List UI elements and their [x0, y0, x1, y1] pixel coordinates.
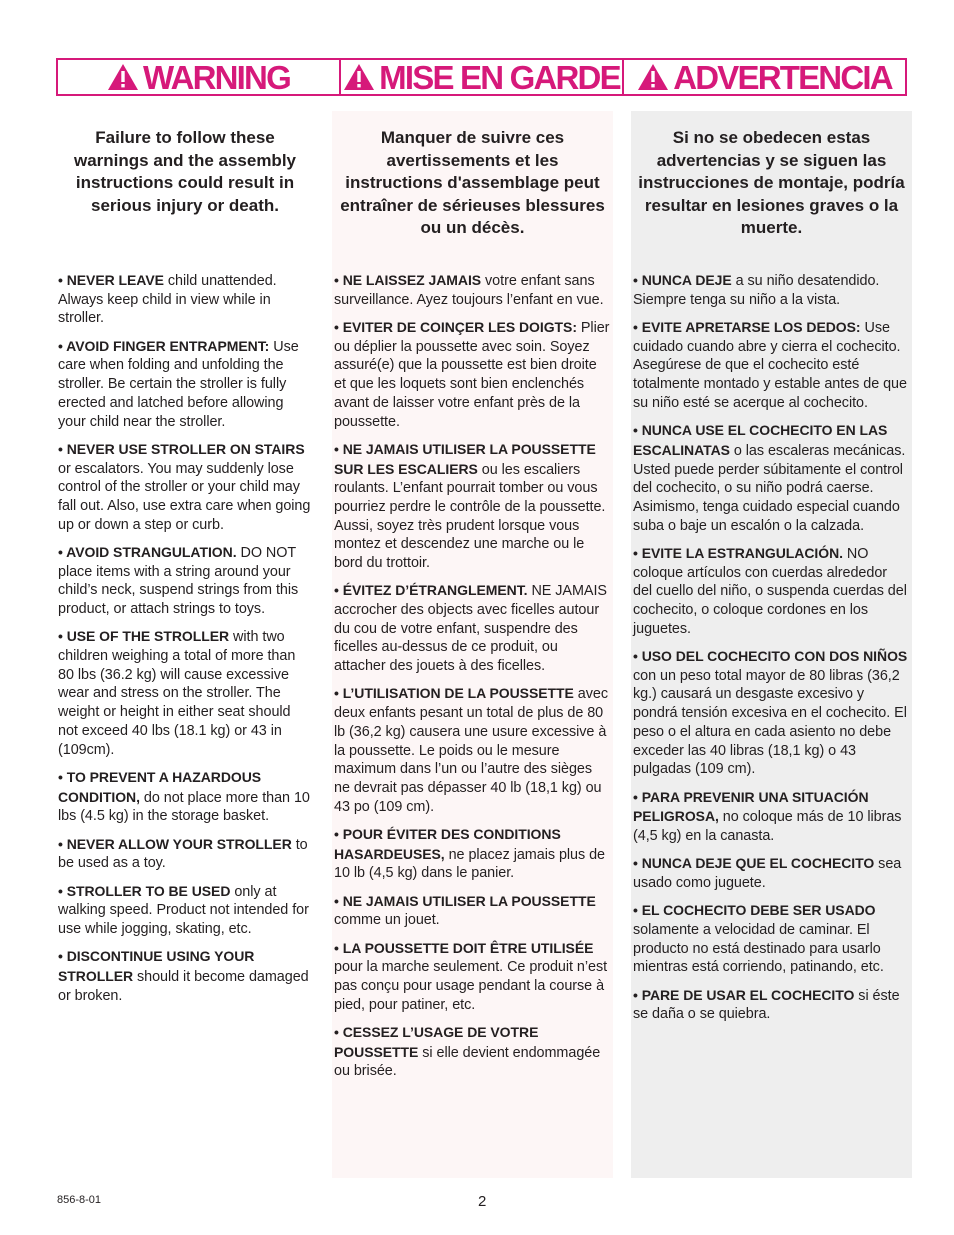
warning-item-text: ou les escaliers roulants. L’enfant pourrait tomber ou vous pourriez perdre le contrôle de la poussette. Aussi, soyez très prudent lorsque vous montez et descendez une marche ou le bord du trottoir. — [334, 461, 606, 572]
warning-item — [334, 581, 610, 676]
warning-item-lead: • PARA PREVENIR UNA SITUACIÓN PELIGROSA, — [633, 788, 869, 825]
warning-item-lead: • ÉVITEZ D’ÉTRANGLEMENT. — [334, 582, 528, 599]
banner-warning — [58, 60, 339, 94]
warning-item-lead: • L’UTILISATION DE LA POUSSETTE — [334, 685, 574, 702]
warning-item — [334, 1023, 610, 1081]
warning-item — [633, 421, 909, 535]
warning-item-text: sea usado como juguete. — [633, 856, 902, 891]
english-column — [56, 111, 314, 1014]
english-intro: Failure to follow these warnings and the assembly instructions could result in serious injury or death. — [73, 128, 296, 215]
warning-item-lead: • LA POUSSETTE DOIT ÊTRE UTILISÉE — [334, 939, 594, 956]
warning-item — [334, 939, 610, 1015]
warning-item-lead: • TO PREVENT A HAZARDOUS CONDITION, — [58, 768, 262, 805]
warning-item — [58, 543, 312, 619]
warning-item-lead: • NE JAMAIS UTILISER LA POUSSETTE SUR LES ESCALIERS — [334, 440, 596, 477]
warning-item-text: with two children weighing a total of more than 80 lbs (36.2 kg) will cause excessive wear and stress on the stroller. The weight or height in either seat should not exceed 40 lbs (18.1 kg) or 43 in (109cm). — [58, 629, 296, 758]
warning-item — [633, 318, 909, 413]
warning-item-text: or escalators. You may suddenly lose control of the stroller or your child may fall out. Also, use extra care when going up or down a step or curb. — [58, 460, 311, 533]
warning-item-lead: • AVOID FINGER ENTRAPMENT: — [58, 337, 270, 354]
warning-item — [58, 627, 312, 759]
warning-item-lead: • NEVER USE STROLLER ON STAIRS — [58, 440, 305, 457]
warning-item-text: DO NOT place items with a string around your child’s neck, suspend strings from this product, or attach strings to toys. — [58, 544, 299, 618]
warning-item-lead: • NE LAISSEZ JAMAIS — [334, 272, 482, 288]
warning-item-lead: • EVITE APRETARSE LOS DEDOS: — [633, 319, 861, 335]
warning-item-lead: • PARE DE USAR EL COCHECITO — [633, 986, 855, 1003]
english-warning-list — [56, 271, 314, 1005]
page-number: 2 — [478, 1193, 487, 1210]
warning-item-text: only at walking speed. Product not intended for use while jogging, skating, etc. — [58, 883, 309, 937]
warning-item — [633, 901, 909, 977]
warning-triangle-icon — [637, 63, 669, 91]
banner-title-es: ADVERTENCIA — [673, 58, 892, 96]
warning-item — [633, 986, 909, 1024]
warning-item — [334, 440, 610, 573]
warning-item-lead: • NEVER LEAVE — [58, 272, 164, 288]
banner-advertencia — [622, 60, 905, 94]
warning-item-lead: • NUNCA DEJE — [633, 272, 732, 288]
warning-item-lead: • NE JAMAIS UTILISER LA POUSSETTE — [334, 892, 596, 909]
warning-item-text: Use cuidado cuando abre y cierra el cochecito. Asegúrese de que el cochecito esté totalmente montado y estable antes de que su niño esté se acerque al cochecito. — [633, 320, 907, 411]
warning-item-lead: • EVITE LA ESTRANGULACIÓN. — [633, 544, 843, 561]
warning-item-lead: • NEVER ALLOW YOUR STROLLER — [58, 835, 292, 852]
warning-triangle-icon — [107, 63, 139, 91]
warning-item-text: si éste se daña o se quiebra. — [633, 987, 900, 1023]
warning-item-text: comme un jouet. — [334, 912, 440, 929]
warning-item-lead: • NUNCA DEJE QUE EL COCHECITO — [633, 855, 875, 872]
warning-item-text: should it become damaged or broken. — [58, 968, 309, 1004]
warning-triangle-icon — [343, 63, 375, 91]
banner-mise-en-garde — [339, 60, 622, 94]
spanish-warning-list — [631, 271, 912, 1024]
warning-item — [633, 271, 909, 309]
french-intro: Manquer de suivre ces avertissements et les instructions d'assemblage peut entraîner de sérieuses blessures ou un décès. — [340, 128, 605, 238]
warning-item-lead: • STROLLER TO BE USED — [58, 882, 231, 899]
warning-item-lead: • AVOID STRANGULATION. — [58, 543, 237, 560]
warning-banner — [56, 58, 907, 96]
document-code: 856-8-01 — [57, 1194, 102, 1206]
warning-item-text: NO coloque artículos con cuerdas alrededor del cuello del niño, o suspenda cuerdas del cochecito, o coloque cordones en los juguetes. — [633, 545, 907, 637]
warning-item — [633, 544, 909, 639]
warning-item-lead: • USE OF THE STROLLER — [58, 628, 230, 645]
warning-item-text: no coloque más de 10 libras (4,5 kg) en la canasta. — [633, 809, 902, 844]
warning-item-text: a su niño desatendido. Siempre tenga su niño a la vista. — [633, 273, 880, 308]
warning-item — [58, 440, 312, 535]
warning-item-text: solamente a velocidad de caminar. El producto no está destinado para usarlo mientras está corriendo, patinando, etc. — [633, 921, 884, 976]
warning-item-text: NE JAMAIS accrocher des objects avec ficelles autour du cou de votre enfant, suspendre des ficelles au-dessus de ce produit, ou attacher des jouets à des ficelles. — [334, 583, 607, 675]
warning-item — [334, 684, 610, 816]
warning-item — [58, 768, 312, 826]
warning-item — [633, 854, 909, 892]
warning-item — [58, 947, 312, 1005]
warning-item-text: do not place more than 10 lbs (4.5 kg) in the storage basket. — [58, 789, 310, 825]
warning-item-text: avec deux enfants pesant un total de plus de 80 lb (36,2 kg) causera une usure excessive à la poussette. Le poids ou le mesure maximum dans l’un ou l’autre des sièges ne devrait pas dépasser 40 lb (18,1 kg) ou 43 po (109 cm). — [334, 686, 608, 815]
warning-item — [334, 825, 610, 883]
warning-item — [58, 271, 312, 328]
warning-item — [58, 882, 312, 939]
warning-item — [334, 271, 610, 309]
warning-item-text: Use care when folding and unfolding the stroller. Be certain the stroller is fully erected and latched before allowing your child near the stroller. — [58, 338, 299, 430]
warning-item-text: si elle devient endommagée ou brisée. — [334, 1044, 601, 1080]
spanish-column — [631, 111, 912, 1178]
warning-item-lead: • POUR ÉVITER DES CONDITIONS HASARDEUSES, — [334, 825, 561, 862]
french-warning-list — [332, 271, 613, 1081]
warning-item-text: con un peso total mayor de 80 libras (36,2 kg.) causará un desgaste excesivo y pondrá tensión excesiva en el cochecito. El peso o el altura en cada asiento no debe exceder las 40 libras (18,1 kg) o 43 pulgadas (109 cm). — [633, 667, 907, 778]
spanish-intro: Si no se obedecen estas advertencias y se siguen las instrucciones de montaje, podría resultar en lesiones graves o la muerte. — [638, 128, 905, 238]
french-column — [332, 111, 613, 1178]
warning-item — [633, 788, 909, 846]
warning-item — [58, 835, 312, 873]
warning-item-text: pour la marche seulement. Ce produit n’est pas conçu pour usage pendant la course à pied, pour patiner, etc. — [334, 959, 608, 1013]
warning-item-text: o las escaleras mecánicas. Usted puede perder súbitamente el control del cochecito, o su niño podrá caerse. Asimismo, tenga cuidado especial cuando suba o baje un escalón o la calzada. — [633, 442, 906, 534]
warning-item — [58, 337, 312, 432]
warning-item-text: ne placez jamais plus de 10 lb (4,5 kg) dans le panier. — [334, 846, 605, 882]
warning-item-lead: • EL COCHECITO DEBE SER USADO — [633, 902, 876, 919]
warning-item-text: to be used as a toy. — [58, 836, 308, 872]
warning-item-lead: • CESSEZ L’USAGE DE VOTRE POUSSETTE — [334, 1024, 539, 1060]
banner-title-fr: MISE EN GARDE — [379, 58, 620, 96]
warning-item-text: child unattended. Always keep child in view while in stroller. — [58, 273, 277, 327]
warning-item-lead: • EVITER DE COINÇER LES DOIGTS: — [334, 319, 577, 335]
warning-item-lead: • NUNCA USE EL COCHECITO EN LAS ESCALINATAS — [633, 422, 888, 458]
warning-item-lead: • USO DEL COCHECITO CON DOS NIÑOS — [633, 648, 908, 665]
warning-item — [633, 647, 909, 779]
warning-item-lead: • DISCONTINUE USING YOUR STROLLER — [58, 948, 255, 984]
banner-title-en: WARNING — [143, 58, 290, 96]
warning-item-text: Plier ou déplier la poussette avec soin. Soyez assuré(e) que la poussette est bien droite et que les loquets sont bien enclenchés avant de laisser votre enfant près de la poussette. — [334, 320, 610, 430]
warning-item — [334, 892, 610, 930]
warning-item — [334, 318, 610, 431]
warning-item-text: votre enfant sans surveillance. Ayez toujours l’enfant en vue. — [334, 273, 604, 308]
